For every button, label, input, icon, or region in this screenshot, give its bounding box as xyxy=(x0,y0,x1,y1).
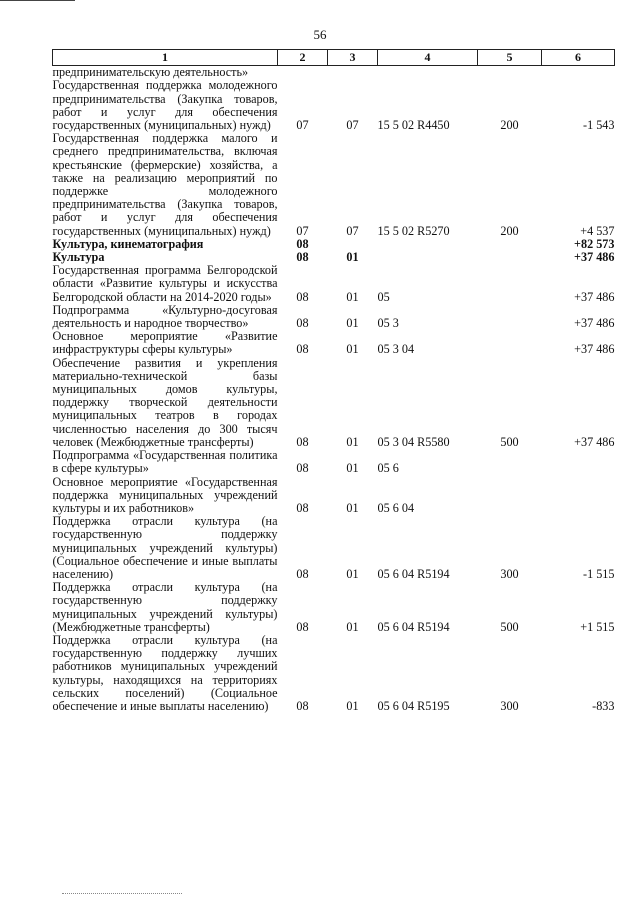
table-row xyxy=(53,634,615,713)
subsection-code: 01 xyxy=(346,698,359,713)
row-name: Культура, кинематография xyxy=(52,236,204,251)
expense-type-code xyxy=(478,264,542,304)
target-article-code: 15 5 02 R5270 xyxy=(377,223,450,238)
budget-table xyxy=(52,49,615,713)
page-number: 56 xyxy=(313,27,327,42)
expense-type-code xyxy=(478,449,542,475)
table-row xyxy=(53,449,615,475)
amount: +1 515 xyxy=(580,619,615,634)
section-code: 07 xyxy=(296,118,309,133)
target-article-code: 05 xyxy=(377,289,390,304)
expense-type-code xyxy=(478,330,542,356)
row-name: Государственная поддержка молодежного предпринимательства (Закупка товаров, работ и услуг для обеспечения государственных (муниципальных) нужд) xyxy=(52,78,278,133)
target-article-code: 05 3 xyxy=(377,316,399,331)
section-code: 08 xyxy=(296,342,309,357)
row-name: предпринимательскую деятельность» xyxy=(52,65,249,80)
target-article-code xyxy=(378,238,478,251)
expense-type-code xyxy=(478,251,542,264)
table-row xyxy=(53,304,615,330)
section-code: 08 xyxy=(296,316,309,331)
section-code: 07 xyxy=(296,223,309,238)
row-name: Основное мероприятие «Государственная поддержка муниципальных учреждений культуры и их работников» xyxy=(52,474,278,515)
target-article-code: 05 6 04 R5195 xyxy=(377,698,450,713)
column-header: 3 xyxy=(328,50,378,66)
subsection-code: 01 xyxy=(346,566,359,581)
section-code: 08 xyxy=(296,500,309,515)
table-row xyxy=(53,581,615,634)
subsection-code xyxy=(328,66,378,80)
amount: -1 543 xyxy=(583,118,615,133)
amount: +37 486 xyxy=(574,289,615,304)
expense-type-code: 500 xyxy=(500,619,519,634)
row-name: Подпрограмма «Культурно-досуговая деятельность и народное творчество» xyxy=(52,302,278,331)
target-article-code xyxy=(378,251,478,264)
target-article-code: 05 6 04 R5194 xyxy=(377,619,450,634)
expense-type-code xyxy=(478,238,542,251)
row-name: Основное мероприятие «Развитие инфраструктуры сферы культуры» xyxy=(52,329,278,357)
amount xyxy=(542,66,615,80)
row-name: Подпрограмма «Государственная политика в сфере культуры» xyxy=(52,448,278,476)
subsection-code: 01 xyxy=(346,342,359,357)
row-name: Поддержка отрасли культура (на государственную поддержку муниципальных учреждений культуры) (Межбюджетные трансферты) xyxy=(52,580,278,634)
section-code: 08 xyxy=(296,289,309,304)
subsection-code: 01 xyxy=(346,619,359,634)
column-header: 5 xyxy=(478,50,542,66)
amount: -833 xyxy=(592,698,615,713)
table-row xyxy=(53,357,615,449)
table-row xyxy=(53,66,615,80)
target-article-code: 05 3 04 R5580 xyxy=(377,434,450,449)
target-article-code: 05 6 04 xyxy=(377,500,415,515)
amount: -1 515 xyxy=(583,566,615,581)
target-article-code xyxy=(378,66,478,80)
amount: +37 486 xyxy=(574,342,615,357)
section-code: 08 xyxy=(296,236,309,251)
table-row xyxy=(53,515,615,581)
row-name: Поддержка отрасли культура (на государственную поддержку лучших работников муниципальных учреждений культуры, находящихся на территориях сельских поселений) (Социальное обеспечение и иные выплаты населению) xyxy=(52,632,278,713)
table-row xyxy=(53,476,615,516)
row-name: Культура xyxy=(52,250,105,265)
expense-type-code xyxy=(478,66,542,80)
table-header-row xyxy=(53,50,615,66)
subsection-code: 07 xyxy=(346,118,359,133)
table-row xyxy=(53,132,615,238)
amount xyxy=(542,449,615,475)
row-name: Государственная программа Белгородской области «Развитие культуры и искусства Белгородской области на 2014-2020 годы» xyxy=(52,263,278,304)
target-article-code: 15 5 02 R4450 xyxy=(377,118,450,133)
expense-type-code: 500 xyxy=(500,434,519,449)
section-code: 08 xyxy=(296,461,309,476)
table-row xyxy=(53,238,615,251)
table-row xyxy=(53,330,615,356)
section-code: 08 xyxy=(296,698,309,713)
amount: +37 486 xyxy=(574,250,615,265)
section-code: 08 xyxy=(296,566,309,581)
column-header: 2 xyxy=(278,50,328,66)
subsection-code: 01 xyxy=(346,434,359,449)
amount: +37 486 xyxy=(574,316,615,331)
row-name: Обеспечение развития и укрепления материально-технической базы муниципальных домов культуры, поддержку творческой деятельности муниципальных театров в городах численностью населения до 300 тысяч человек (Межбюджетные трансферты) xyxy=(52,355,278,449)
row-name: Государственная поддержка малого и среднего предпринимательства, включая крестьянские (фермерские) хозяйства, а также на реализацию мероприятий по поддержке молодежного предпринимательства (Закупка товаров, работ и услуг для обеспечения государственных (муниципальных) нужд) xyxy=(52,131,278,238)
target-article-code: 05 6 04 R5194 xyxy=(377,566,450,581)
subsection-code: 01 xyxy=(346,289,359,304)
row-name: Поддержка отрасли культура (на государственную поддержку муниципальных учреждений культуры) (Социальное обеспечение и иные выплаты населению) xyxy=(52,514,278,581)
expense-type-code: 200 xyxy=(500,118,519,133)
subsection-code: 01 xyxy=(346,461,359,476)
amount: +4 537 xyxy=(580,223,615,238)
expense-type-code xyxy=(478,304,542,330)
bottom-rule xyxy=(62,893,182,894)
amount: +82 573 xyxy=(574,236,615,251)
column-header: 6 xyxy=(542,50,615,66)
column-header: 1 xyxy=(53,50,278,66)
table-row xyxy=(53,79,615,132)
column-header: 4 xyxy=(378,50,478,66)
subsection-code: 01 xyxy=(346,316,359,331)
target-article-code: 05 3 04 xyxy=(377,342,415,357)
amount: +37 486 xyxy=(574,434,615,449)
section-code: 08 xyxy=(296,619,309,634)
section-code xyxy=(278,66,328,80)
expense-type-code: 300 xyxy=(500,566,519,581)
subsection-code: 01 xyxy=(346,500,359,515)
amount xyxy=(542,476,615,516)
expense-type-code: 300 xyxy=(500,698,519,713)
section-code: 08 xyxy=(296,250,309,265)
expense-type-code: 200 xyxy=(500,223,519,238)
target-article-code: 05 6 xyxy=(377,461,399,476)
expense-type-code xyxy=(478,476,542,516)
subsection-code: 07 xyxy=(346,223,359,238)
subsection-code: 01 xyxy=(346,250,359,265)
table-row xyxy=(53,264,615,304)
top-rule xyxy=(0,0,75,1)
section-code: 08 xyxy=(296,434,309,449)
